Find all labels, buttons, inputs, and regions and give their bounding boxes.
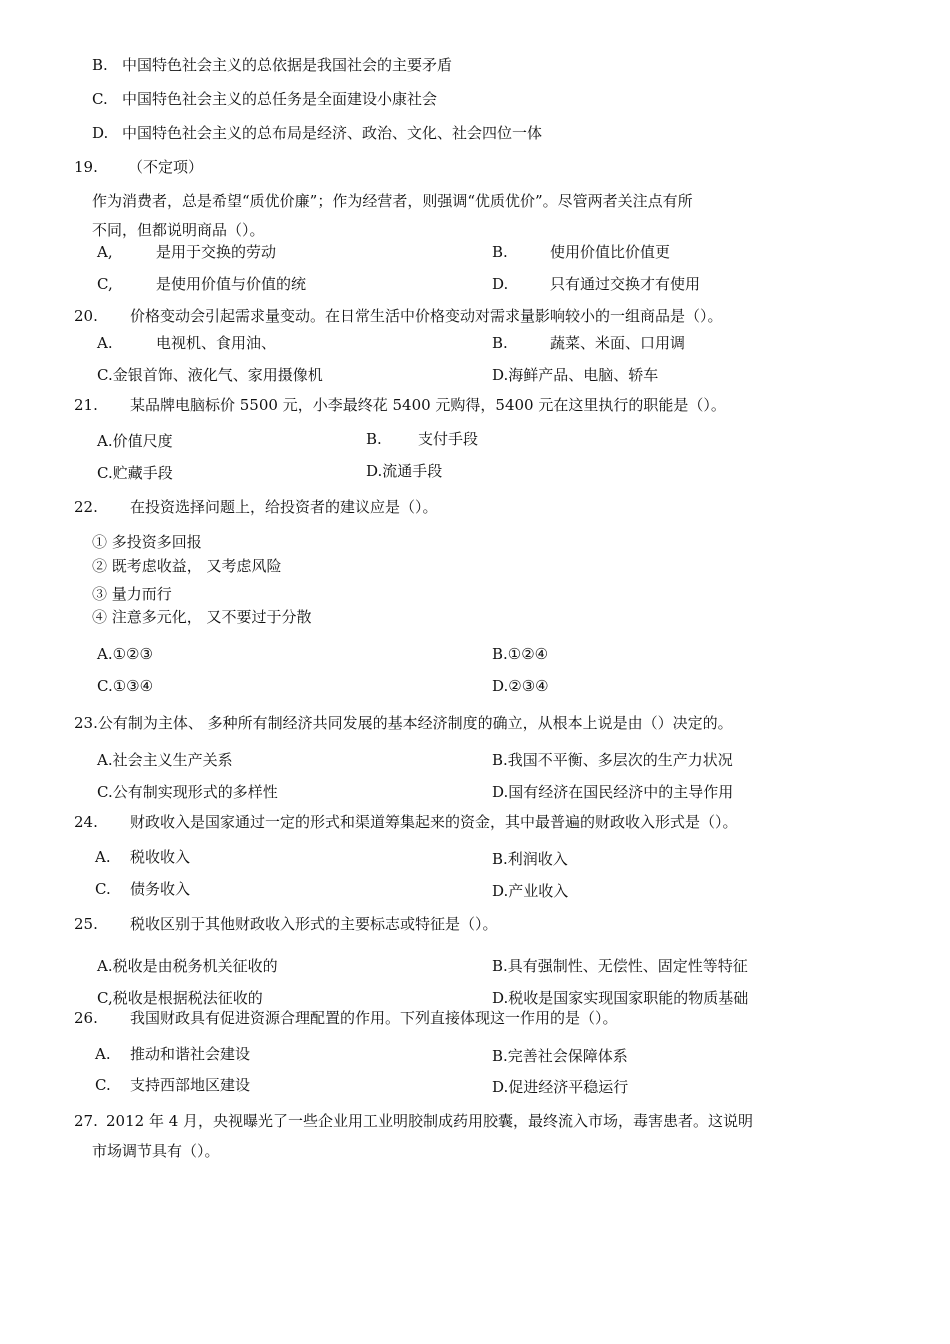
q18-option-c-label: C. xyxy=(92,90,108,108)
q20-option-b-label: B. xyxy=(492,334,508,352)
q27-stem-line2: 市场调节具有（）。 xyxy=(92,1142,220,1160)
q19-option-b-label: B. xyxy=(492,243,508,261)
q25-option-b: B.具有强制性、无偿性、固定性等特征 xyxy=(492,957,748,975)
q25-number: 25. xyxy=(74,915,98,933)
q26-option-c-text: 支持西部地区建设 xyxy=(130,1076,251,1094)
q27-stem-line1: 2012 年 4 月，央视曝光了一些企业用工业明胶制成药用胶囊，最终流入市场，毒害患者。这说明 xyxy=(106,1112,754,1130)
q21-option-a: A.价值尺度 xyxy=(97,432,173,450)
q19-option-a-text: 是用于交换的劳动 xyxy=(156,243,277,261)
q26-option-a-label: A. xyxy=(95,1045,111,1063)
q24-option-a-label: A. xyxy=(95,848,111,866)
q26-option-c-label: C. xyxy=(95,1076,111,1094)
q19-option-a-label: A, xyxy=(97,243,113,261)
q22-stem: 在投资选择问题上，给投资者的建议应是（）。 xyxy=(130,498,438,516)
q21-stem: 某品牌电脑标价 5500 元，小李最终花 5400 元购得，5400 元在这里执行的职能是（）。 xyxy=(130,396,726,414)
q18-option-b-label: B. xyxy=(92,56,108,74)
q22-option-a: A.①②③ xyxy=(97,645,153,663)
q26-option-a-text: 推动和谐社会建设 xyxy=(130,1045,251,1063)
q21-option-b-text: 支付手段 xyxy=(418,430,479,448)
q19-tag: （不定项） xyxy=(128,158,204,176)
q24-option-b: B.利润收入 xyxy=(492,850,568,868)
q20-option-a-label: A. xyxy=(97,334,113,352)
q19-option-c-text: 是使用价值与价值的统 xyxy=(156,275,307,293)
q21-number: 21. xyxy=(74,396,98,414)
q26-option-b: B.完善社会保障体系 xyxy=(492,1047,628,1065)
q24-option-a-text: 税收收入 xyxy=(130,848,191,866)
q26-stem: 我国财政具有促进资源合理配置的作用。下列直接体现这一作用的是（）。 xyxy=(130,1009,618,1027)
q19-stem-line1: 作为消费者，总是希望“质优价廉”；作为经营者，则强调“优质优价”。尽管两者关注点有所 xyxy=(92,192,693,210)
q20-number: 20. xyxy=(74,307,98,325)
q21-option-c: C.贮藏手段 xyxy=(97,464,173,482)
q18-option-d-label: D. xyxy=(92,124,109,142)
q23-option-a: A.社会主义生产关系 xyxy=(97,751,233,769)
q22-number: 22. xyxy=(74,498,98,516)
q24-stem: 财政收入是国家通过一定的形式和渠道筹集起来的资金，其中最普遍的财政收入形式是（）。 xyxy=(130,813,738,831)
q20-option-a-text: 电视机、食用油、 xyxy=(156,334,277,352)
q23-option-c: C.公有制实现形式的多样性 xyxy=(97,783,278,801)
q22-item-2: ② 既考虑收益， 又考虑风险 xyxy=(92,557,282,575)
q19-option-c-label: C, xyxy=(97,275,113,293)
q24-option-c-label: C. xyxy=(95,880,111,898)
q23-option-d: D.国有经济在国民经济中的主导作用 xyxy=(492,783,734,801)
q22-item-3: ③ 量力而行 xyxy=(92,585,172,603)
q25-stem: 税收区别于其他财政收入形式的主要标志或特征是（）。 xyxy=(130,915,498,933)
q27-number: 27. xyxy=(74,1112,98,1130)
q21-option-b-label: B. xyxy=(366,430,382,448)
q18-option-c-text: 中国特色社会主义的总任务是全面建设小康社会 xyxy=(122,90,438,108)
q22-option-d: D.②③④ xyxy=(492,677,549,695)
q24-number: 24. xyxy=(74,813,98,831)
q19-option-b-text: 使用价值比价值更 xyxy=(550,243,671,261)
q19-option-d-label: D. xyxy=(492,275,509,293)
q26-option-d: D.促进经济平稳运行 xyxy=(492,1078,629,1096)
q25-option-d: D.税收是国家实现国家职能的物质基础 xyxy=(492,989,749,1007)
q19-number: 19. xyxy=(74,158,98,176)
q22-item-1: ① 多投资多回报 xyxy=(92,533,202,551)
q21-option-d: D.流通手段 xyxy=(366,462,443,480)
q20-option-c: C.金银首饰、液化气、家用摄像机 xyxy=(97,366,323,384)
q18-option-d-text: 中国特色社会主义的总布局是经济、政治、文化、社会四位一体 xyxy=(122,124,543,142)
q23-stem: 23.公有制为主体、 多种所有制经济共同发展的基本经济制度的确立，从根本上说是由（）决定的。 xyxy=(74,714,733,732)
q19-stem-line2: 不同，但都说明商品（）。 xyxy=(92,221,265,239)
q22-option-b: B.①②④ xyxy=(492,645,549,663)
q20-option-d: D.海鲜产品、电脑、轿车 xyxy=(492,366,659,384)
q26-number: 26. xyxy=(74,1009,98,1027)
q20-option-b-text: 蔬菜、米面、口用调 xyxy=(550,334,686,352)
q20-stem: 价格变动会引起需求量变动。在日常生活中价格变动对需求量影响较小的一组商品是（）。 xyxy=(130,307,723,325)
q24-option-c-text: 债务收入 xyxy=(130,880,191,898)
q23-option-b: B.我国不平衡、多层次的生产力状况 xyxy=(492,751,733,769)
q24-option-d: D.产业收入 xyxy=(492,882,569,900)
q18-option-b-text: 中国特色社会主义的总依据是我国社会的主要矛盾 xyxy=(122,56,453,74)
q25-option-a: A.税收是由税务机关征收的 xyxy=(97,957,278,975)
q22-item-4: ④ 注意多元化， 又不要过于分散 xyxy=(92,608,312,626)
q22-option-c: C.①③④ xyxy=(97,677,154,695)
q19-option-d-text: 只有通过交换才有使用 xyxy=(550,275,701,293)
q25-option-c: C,税收是根据税法征收的 xyxy=(97,989,263,1007)
